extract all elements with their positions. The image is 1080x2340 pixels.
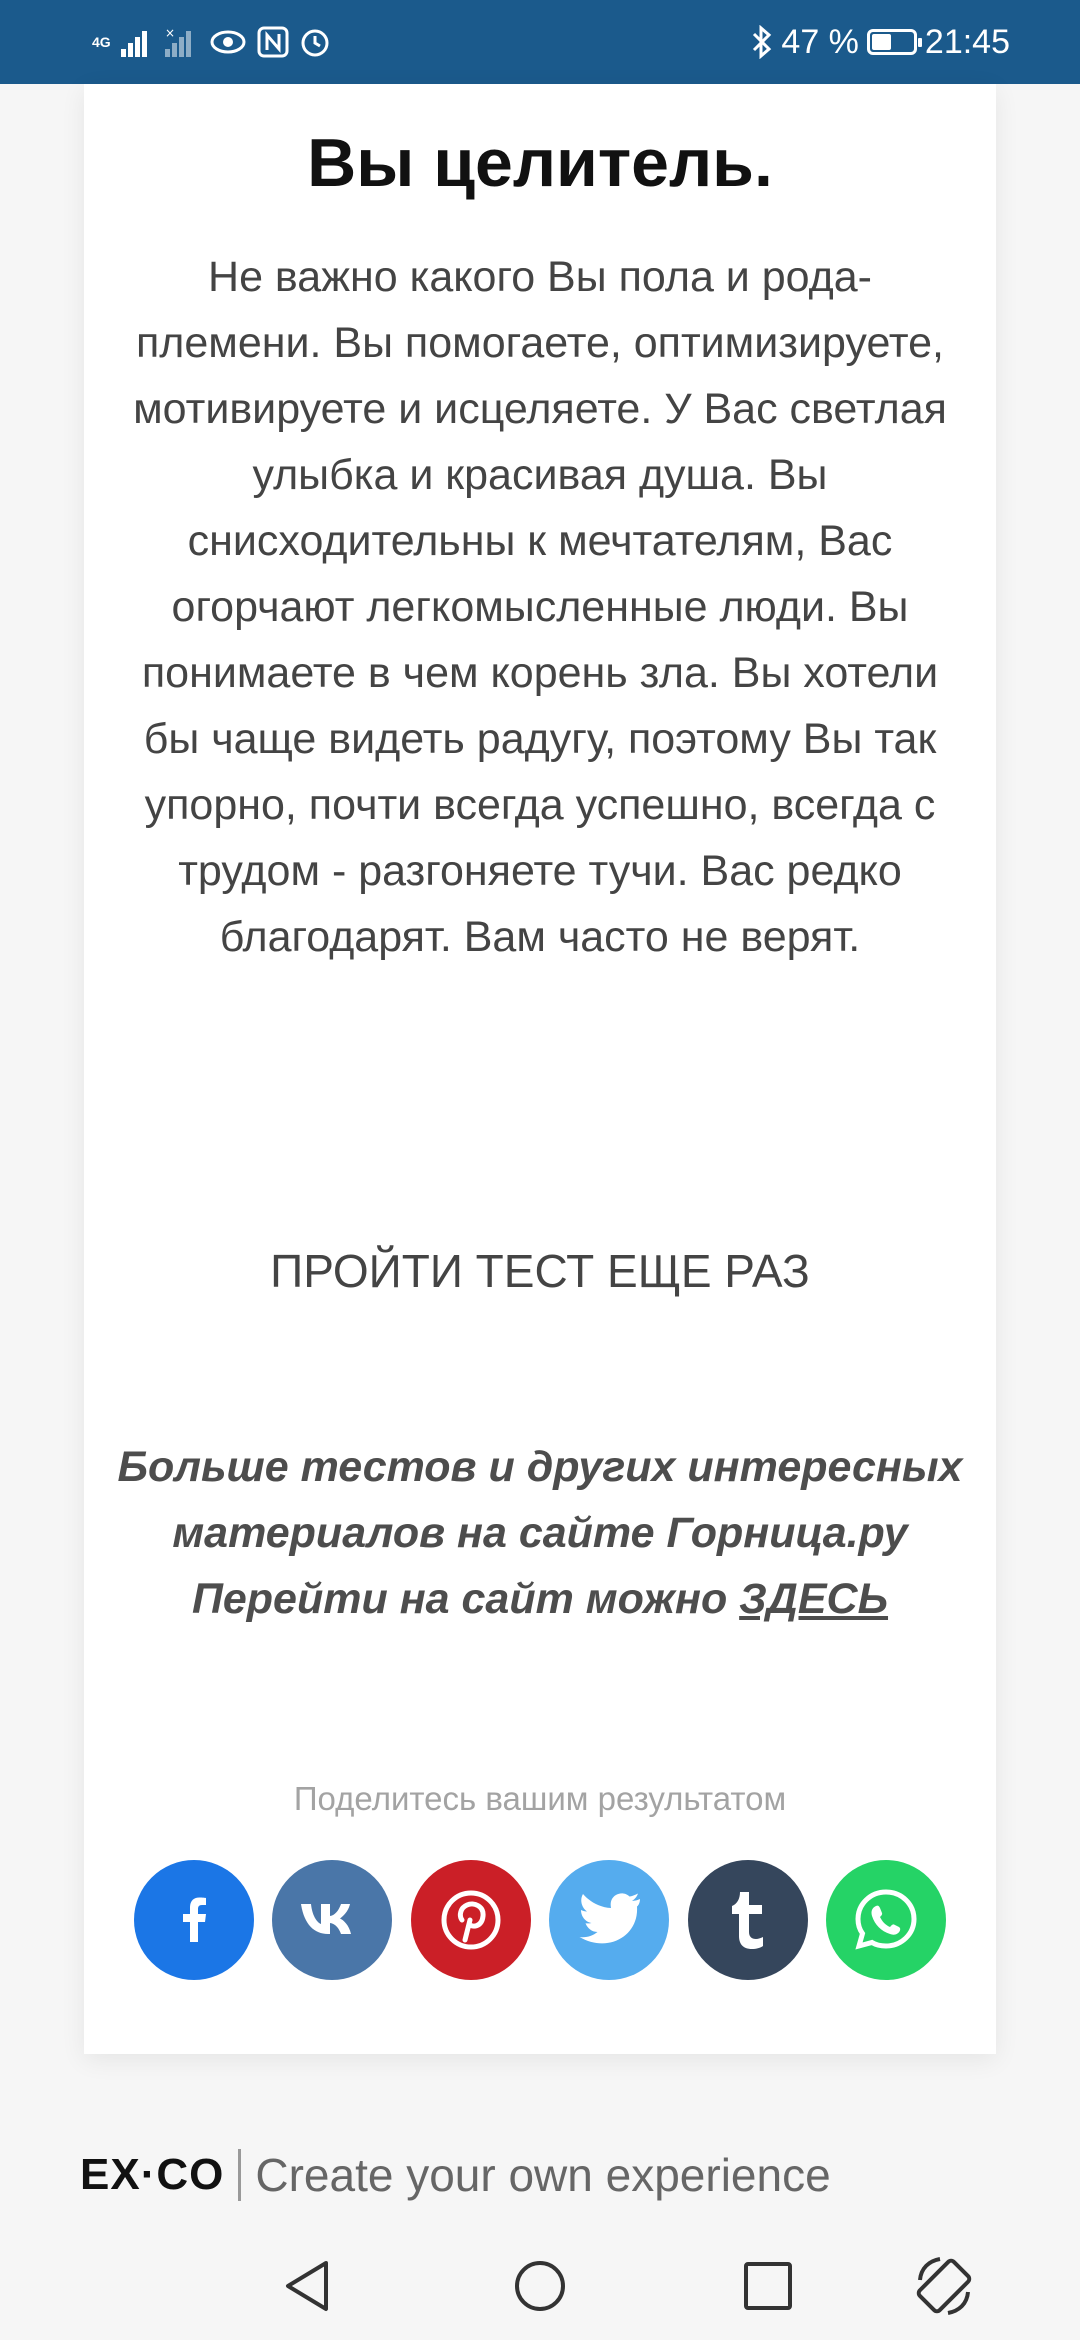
go-to-site-text: Перейти на сайт можно	[191, 1575, 740, 1623]
pinterest-share-button[interactable]	[411, 1860, 531, 1980]
retry-test-button[interactable]: ПРОЙТИ ТЕСТ ЕЩЕ РАЗ	[84, 1234, 996, 1308]
pinterest-icon	[439, 1888, 503, 1952]
tumblr-share-button[interactable]	[688, 1860, 808, 1980]
status-icons-left	[92, 18, 331, 66]
signal-icon	[121, 27, 155, 57]
more-tests-block	[114, 1434, 966, 1632]
alarm-icon	[299, 26, 331, 58]
share-label: Поделитесь вашим результатом	[293, 1780, 787, 1817]
eye-icon	[209, 27, 247, 57]
vk-icon	[299, 1900, 365, 1940]
site-link[interactable]: ЗДЕСЬ	[739, 1575, 889, 1623]
recents-icon	[742, 2260, 794, 2312]
whatsapp-icon	[851, 1885, 921, 1955]
rotate-icon	[912, 2254, 976, 2318]
signal-icon-secondary	[165, 27, 199, 57]
more-tests-text: Больше тестов и других интересных материалов на сайте Горница.ру	[117, 1443, 963, 1557]
twitter-icon	[576, 1892, 642, 1948]
result-description: Не важно какого Вы пола и рода-племени. Вы помогаете, оптимизируете, мотивируете и исцеляете. У Вас светлая улыбка и красивая душа. Вы снисходительны к мечтателям, Вас огорчают легкомысленные люди. Вы понимаете в чем корень зла. Вы хотели бы чаще видеть радугу, поэтому Вы так упорно, почти всегда успешно, всегда с трудом - разгоняете тучи. Вас редко благодарят. Вам часто не верят.	[133, 253, 947, 961]
svg-text:×: ×	[164, 27, 175, 40]
battery-icon	[867, 29, 917, 55]
status-icons-right	[751, 18, 1010, 66]
exco-footer[interactable]	[80, 2140, 831, 2210]
network-type: 4G	[92, 34, 111, 50]
exco-logo: EX·CO	[80, 2150, 225, 2199]
bluetooth-icon	[751, 25, 773, 59]
back-icon	[282, 2258, 334, 2314]
tumblr-icon	[726, 1888, 770, 1952]
rotate-button[interactable]	[912, 2254, 976, 2318]
exco-tagline: Create your own experience	[255, 2149, 831, 2201]
result-card	[84, 84, 996, 2054]
clock: 21:45	[924, 22, 1010, 61]
nfc-icon	[257, 26, 289, 58]
home-icon	[512, 2258, 568, 2314]
whatsapp-share-button[interactable]	[826, 1860, 946, 1980]
footer-divider	[238, 2149, 241, 2201]
battery-percent: 47 %	[781, 22, 859, 61]
result-title: Вы целитель.	[307, 125, 773, 201]
battery-level	[872, 34, 891, 50]
vk-share-button[interactable]	[272, 1860, 392, 1980]
navigation-bar	[0, 2230, 1080, 2340]
facebook-share-button[interactable]	[134, 1860, 254, 1980]
twitter-share-button[interactable]	[549, 1860, 669, 1980]
go-to-site-line	[114, 1566, 966, 1632]
home-button[interactable]	[508, 2254, 572, 2318]
status-bar	[0, 0, 1080, 84]
share-buttons	[134, 1860, 946, 1980]
facebook-icon	[164, 1890, 224, 1950]
recents-button[interactable]	[736, 2254, 800, 2318]
back-button[interactable]	[276, 2254, 340, 2318]
